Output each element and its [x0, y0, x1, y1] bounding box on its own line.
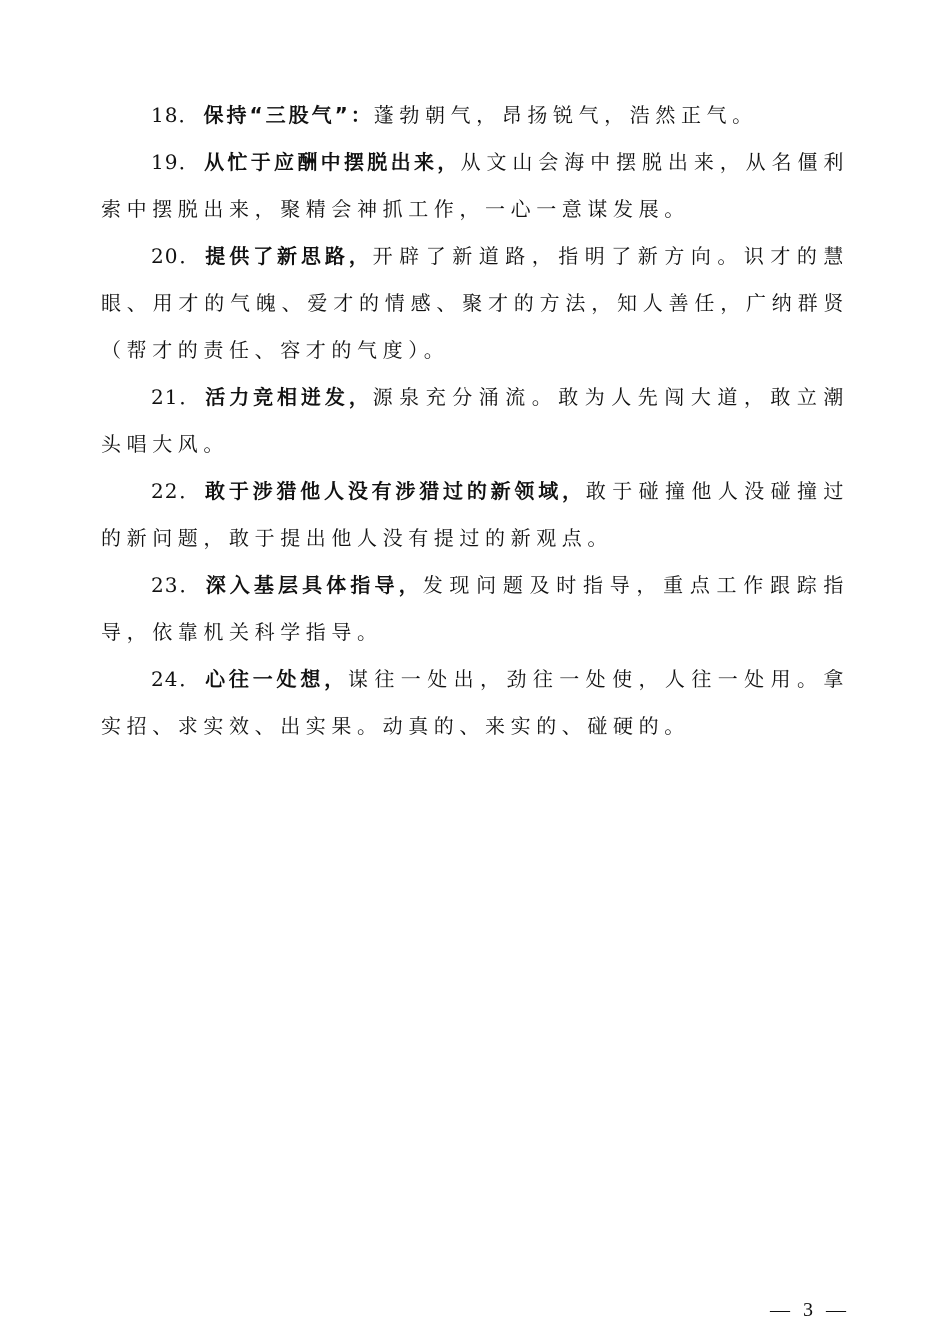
- item-heading: 从忙于应酬中摆脱出来，: [204, 150, 461, 174]
- paragraph-23: [101, 562, 849, 656]
- paragraph-21: [101, 374, 849, 468]
- item-text: 源泉充分涌流。敢为人先闯大道，敢立潮头唱大风。: [101, 385, 849, 456]
- item-number: 20．: [151, 244, 202, 268]
- item-text: 谋往一处出，劲往一处使，人往一处用。拿实招、求实效、出实果。动真的、来实的、碰硬的。: [101, 667, 850, 738]
- paragraph-24: [101, 656, 849, 750]
- item-number: 22．: [151, 479, 202, 503]
- item-number: 21．: [151, 385, 202, 409]
- item-number: 18．: [151, 103, 200, 127]
- item-text: 蓬勃朝气，昂扬锐气，浩然正气。: [373, 103, 758, 127]
- item-text: 发现问题及时指导，重点工作跟踪指导，依靠机关科学指导。: [101, 573, 850, 644]
- item-heading: 提供了新思路，: [205, 244, 373, 268]
- item-heading: 敢于涉猎他人没有涉猎过的新领域，: [205, 479, 586, 503]
- item-heading: 活力竞相迸发，: [205, 385, 373, 409]
- item-heading: 深入基层具体指导，: [205, 573, 423, 597]
- item-number: 24．: [151, 667, 202, 691]
- item-text: 从文山会海中摆脱出来，从名僵利索中摆脱出来，聚精会神抓工作，一心一意谋发展。: [101, 150, 850, 221]
- item-text: 开辟了新道路，指明了新方向。识才的慧眼、用才的气魄、爱才的情感、聚才的方法，知人善任，广纳群贤（帮才的责任、容才的气度）。: [101, 244, 849, 362]
- item-text: 敢于碰撞他人没碰撞过的新问题，敢于提出他人没有提过的新观点。: [101, 479, 850, 550]
- paragraph-18: [101, 92, 849, 139]
- paragraph-22: [101, 468, 849, 562]
- item-number: 23．: [151, 573, 202, 597]
- item-heading: 心往一处想，: [205, 667, 348, 691]
- paragraph-19: [101, 139, 849, 233]
- item-heading: 保持“三股气”：: [203, 103, 374, 127]
- item-number: 19．: [151, 150, 201, 174]
- document-body: [101, 92, 849, 750]
- page-number: — 3 —: [770, 1299, 850, 1321]
- paragraph-20: [101, 233, 849, 374]
